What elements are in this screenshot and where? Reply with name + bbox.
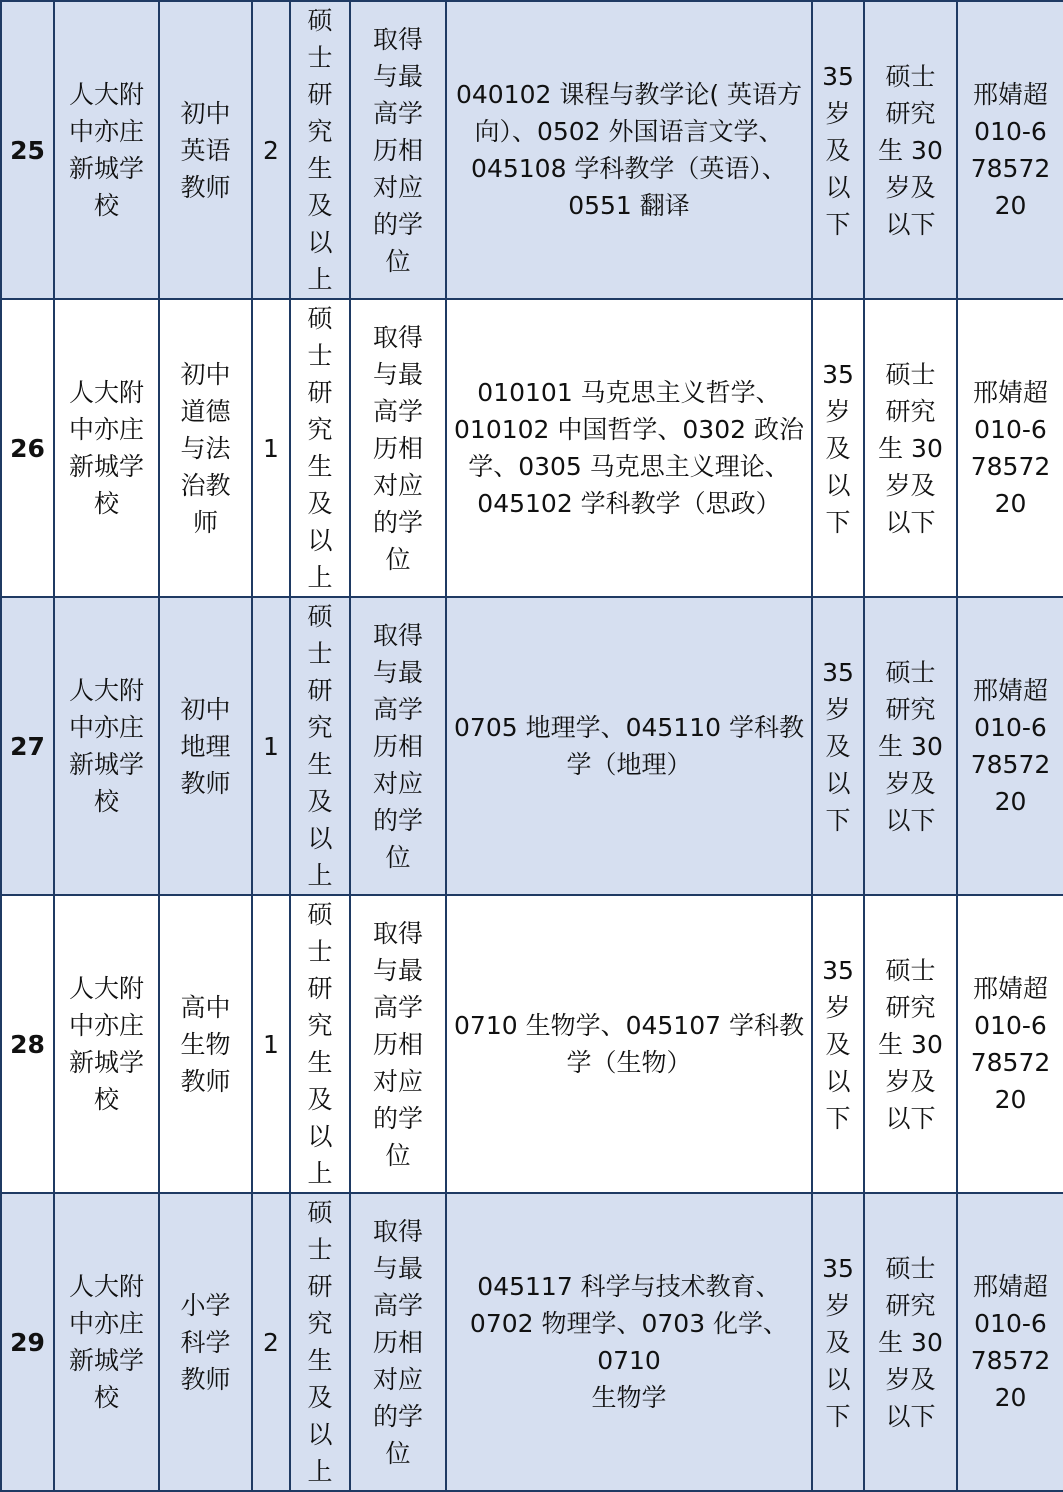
row-number: 26 [1, 299, 54, 597]
degree-cell: 取得 与最 高学 历相 对应 的学 位 [350, 1, 446, 299]
unit-cell: 人大附 中亦庄 新城学 校 [54, 1193, 159, 1491]
education-cell: 硕 士 研 究 生 及 以 上 [290, 299, 350, 597]
major-cell [446, 1193, 812, 1491]
table-row [1, 299, 1063, 597]
other-requirement-cell: 硕士 研究 生 30 岁及 以下 [864, 597, 957, 895]
count-cell: 1 [252, 895, 290, 1193]
row-number: 27 [1, 597, 54, 895]
major-text: 045117 科学与技术教育、 0702 物理学、0703 化学、0710 生物学 [469, 1272, 789, 1412]
education-cell: 硕 士 研 究 生 及 以 上 [290, 895, 350, 1193]
unit-cell: 人大附 中亦庄 新城学 校 [54, 1, 159, 299]
age-cell: 35 岁 及 以 下 [812, 299, 864, 597]
unit-cell: 人大附 中亦庄 新城学 校 [54, 299, 159, 597]
education-cell: 硕 士 研 究 生 及 以 上 [290, 1, 350, 299]
position-cell: 高中 生物 教师 [159, 895, 252, 1193]
other-requirement-cell: 硕士 研究 生 30 岁及 以下 [864, 1193, 957, 1491]
contact-cell: 邢婧超 010-6 78572 20 [957, 597, 1063, 895]
age-cell: 35 岁 及 以 下 [812, 597, 864, 895]
count-cell: 1 [252, 299, 290, 597]
age-cell: 35 岁 及 以 下 [812, 895, 864, 1193]
table-row [1, 895, 1063, 1193]
other-requirement-cell: 硕士 研究 生 30 岁及 以下 [864, 1, 957, 299]
unit-cell: 人大附 中亦庄 新城学 校 [54, 597, 159, 895]
major-cell [446, 299, 812, 597]
degree-cell: 取得 与最 高学 历相 对应 的学 位 [350, 895, 446, 1193]
count-cell: 2 [252, 1, 290, 299]
count-cell: 1 [252, 597, 290, 895]
other-requirement-cell: 硕士 研究 生 30 岁及 以下 [864, 299, 957, 597]
major-text: 010101 马克思主义哲学、 010102 中国哲学、0302 政治 学、0305 马克思主义理论、 045102 学科教学（思政） [454, 378, 804, 518]
row-number: 28 [1, 895, 54, 1193]
contact-cell: 邢婧超 010-6 78572 20 [957, 895, 1063, 1193]
row-number: 25 [1, 1, 54, 299]
age-cell: 35 岁 及 以 下 [812, 1, 864, 299]
table-row [1, 1, 1063, 299]
position-cell: 初中 地理 教师 [159, 597, 252, 895]
major-text: 0710 生物学、045107 学科教 学（生物） [454, 1011, 804, 1077]
other-requirement-cell: 硕士 研究 生 30 岁及 以下 [864, 895, 957, 1193]
degree-cell: 取得 与最 高学 历相 对应 的学 位 [350, 597, 446, 895]
position-cell: 初中 道德 与法 治教 师 [159, 299, 252, 597]
count-cell: 2 [252, 1193, 290, 1491]
major-cell [446, 895, 812, 1193]
position-cell: 初中 英语 教师 [159, 1, 252, 299]
major-cell [446, 1, 812, 299]
contact-cell: 邢婧超 010-6 78572 20 [957, 299, 1063, 597]
major-text: 0705 地理学、045110 学科教 学（地理） [454, 713, 804, 779]
age-cell: 35 岁 及 以 下 [812, 1193, 864, 1491]
education-cell: 硕 士 研 究 生 及 以 上 [290, 1193, 350, 1491]
degree-cell: 取得 与最 高学 历相 对应 的学 位 [350, 299, 446, 597]
table-row [1, 1193, 1063, 1491]
row-number: 29 [1, 1193, 54, 1491]
table-row [1, 597, 1063, 895]
position-cell: 小学 科学 教师 [159, 1193, 252, 1491]
contact-cell: 邢婧超 010-6 78572 20 [957, 1193, 1063, 1491]
education-cell: 硕 士 研 究 生 及 以 上 [290, 597, 350, 895]
major-text: 040102 课程与教学论( 英语方 向）、0502 外国语言文学、 045108 学科教学（英语）、 0551 翻译 [455, 80, 803, 220]
unit-cell: 人大附 中亦庄 新城学 校 [54, 895, 159, 1193]
contact-cell: 邢婧超 010-6 78572 20 [957, 1, 1063, 299]
degree-cell: 取得 与最 高学 历相 对应 的学 位 [350, 1193, 446, 1491]
major-cell [446, 597, 812, 895]
